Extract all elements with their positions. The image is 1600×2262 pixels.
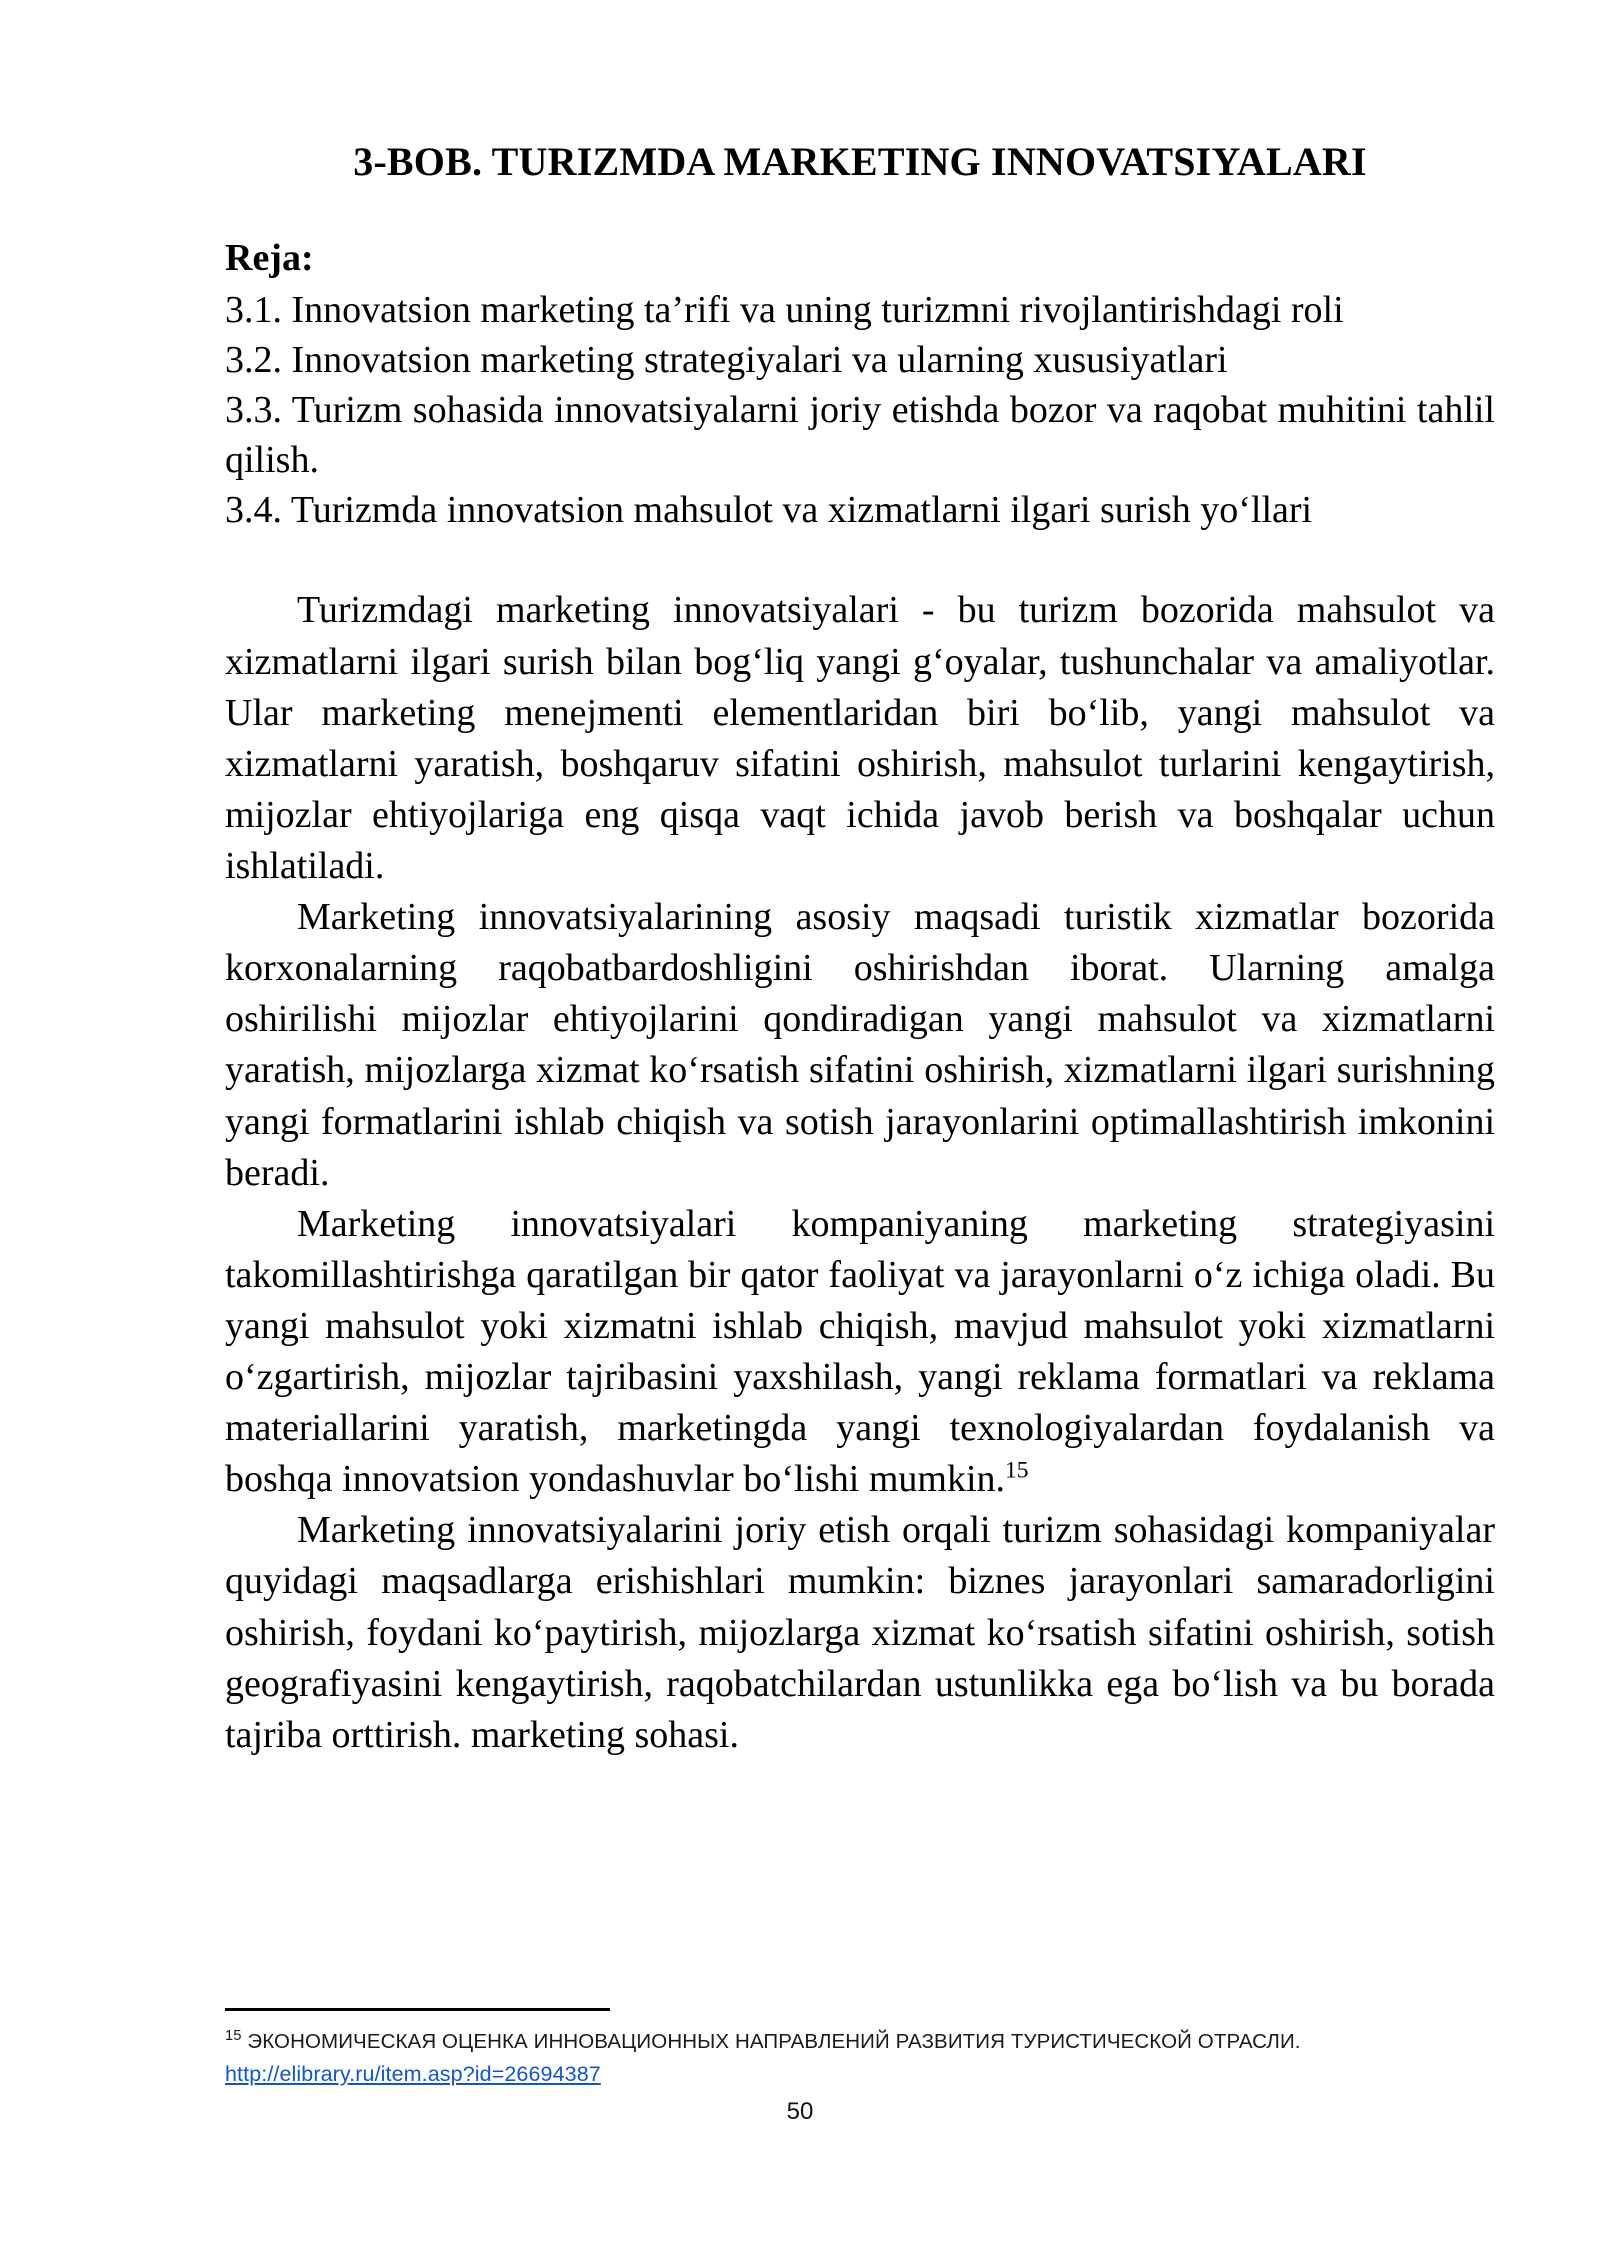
outline-item-3-2: 3.2. Innovatsion marketing strategiyalari va ularning xususiyatlari (225, 338, 1228, 381)
footnote-entry (225, 2028, 1495, 2056)
footnote-marker: 15 (225, 2028, 242, 2045)
body-paragraph-4: Marketing innovatsiyalarini joriy etish orqali turizm sohasidagi kompaniyalar quyidagi maqsadlarga erishishlari mumkin: biznes jarayonlari samaradorligini oshirish, foydani ko‘paytirish, mijozlarga xizmat ko‘rsatish sifatini oshirish, sotish geografiyasini kengaytirish, raqobatchilardan ustunlikka ega bo‘lish va bu borada tajriba orttirish. marketing sohasi. (225, 1509, 1495, 1756)
body-paragraph-3-text: Marketing innovatsiyalari kompaniyaning marketing strategiyasini takomillashtirishga qaratilgan bir qator faoliyat va jarayonlarni o‘z ichiga oladi. Bu yangi mahsulot yoki xizmatni ishlab chiqish, mavjud mahsulot yoki xizmatlarni o‘zgartirish, mijozlar tajribasini yaxshilash, yangi reklama formatlari va reklama materiallarini yaratish, marketingda yangi texnologiyalardan foydalanish va boshqa innovatsion yondashuvlar bo‘lishi mumkin. (225, 1202, 1495, 1501)
outline-item-3-4: 3.4. Turizmda innovatsion mahsulot va xizmatlarni ilgari surish yo‘llari (225, 489, 1313, 532)
footnote-source-title: ЭКОНОМИЧЕСКАЯ ОЦЕНКА ИННОВАЦИОННЫХ НАПРАВЛЕНИЙ РАЗВИТИЯ ТУРИСТИЧЕСКОЙ ОТРАСЛИ. (247, 2030, 1301, 2053)
body-paragraph-3 (225, 1199, 1495, 1506)
body-paragraph-1: Turizmdagi marketing innovatsiyalari - bu turizm bozorida mahsulot va xizmatlarni ilgari surish bilan bog‘liq yangi g‘oyalar, tushunchalar va amaliyotlar. Ular marketing menejmenti elementlaridan biri bo‘lib, yangi mahsulot va xizmatlarni yaratish, boshqaruv sifatini oshirish, mahsulot turlarini kengaytirish, mijozlar ehtiyojlariga eng qisqa vaqt ichida javob berish va boshqalar uchun ishlatiladi. (225, 589, 1495, 887)
page-content (225, 138, 1495, 1761)
footnote-source-link[interactable]: http://elibrary.ru/item.asp?id=26694387 (225, 2061, 601, 2086)
body-paragraph-2: Marketing innovatsiyalarining asosiy maqsadi turistik xizmatlar bozorida korxonalarning raqobatbardoshligini oshirishdan iborat. Ularning amalga oshirilishi mijozlar ehtiyojlarini qondiradigan yangi mahsulot va xizmatlarni yaratish, mijozlarga xizmat ko‘rsatish sifatini oshirish, xizmatlarni ilgari surishning yangi formatlarini ishlab chiqish va sotish jarayonlarini optimallashtirish imkonini beradi. (225, 896, 1495, 1194)
footnote-separator-rule (225, 2008, 610, 2011)
body-text (225, 585, 1495, 1761)
outline-item-3-1: 3.1. Innovatsion marketing ta’rifi va uning turizmni rivojlantirishdagi roli (225, 288, 1344, 331)
outline-item-3-3: 3.3. Turizm sohasida innovatsiyalarni joriy etishda bozor va raqobat muhitini tahlil qilish. (225, 388, 1495, 482)
footnote-area (225, 2008, 1495, 2087)
outline-heading: Reja: (225, 237, 314, 279)
page-title: 3-BOB. TURIZMDA MARKETING INNOVATSIYALARI (353, 139, 1367, 184)
page-number: 50 (786, 2098, 814, 2125)
footnote-reference-15[interactable]: 15 (1005, 1457, 1029, 1484)
outline-list (225, 285, 1495, 536)
